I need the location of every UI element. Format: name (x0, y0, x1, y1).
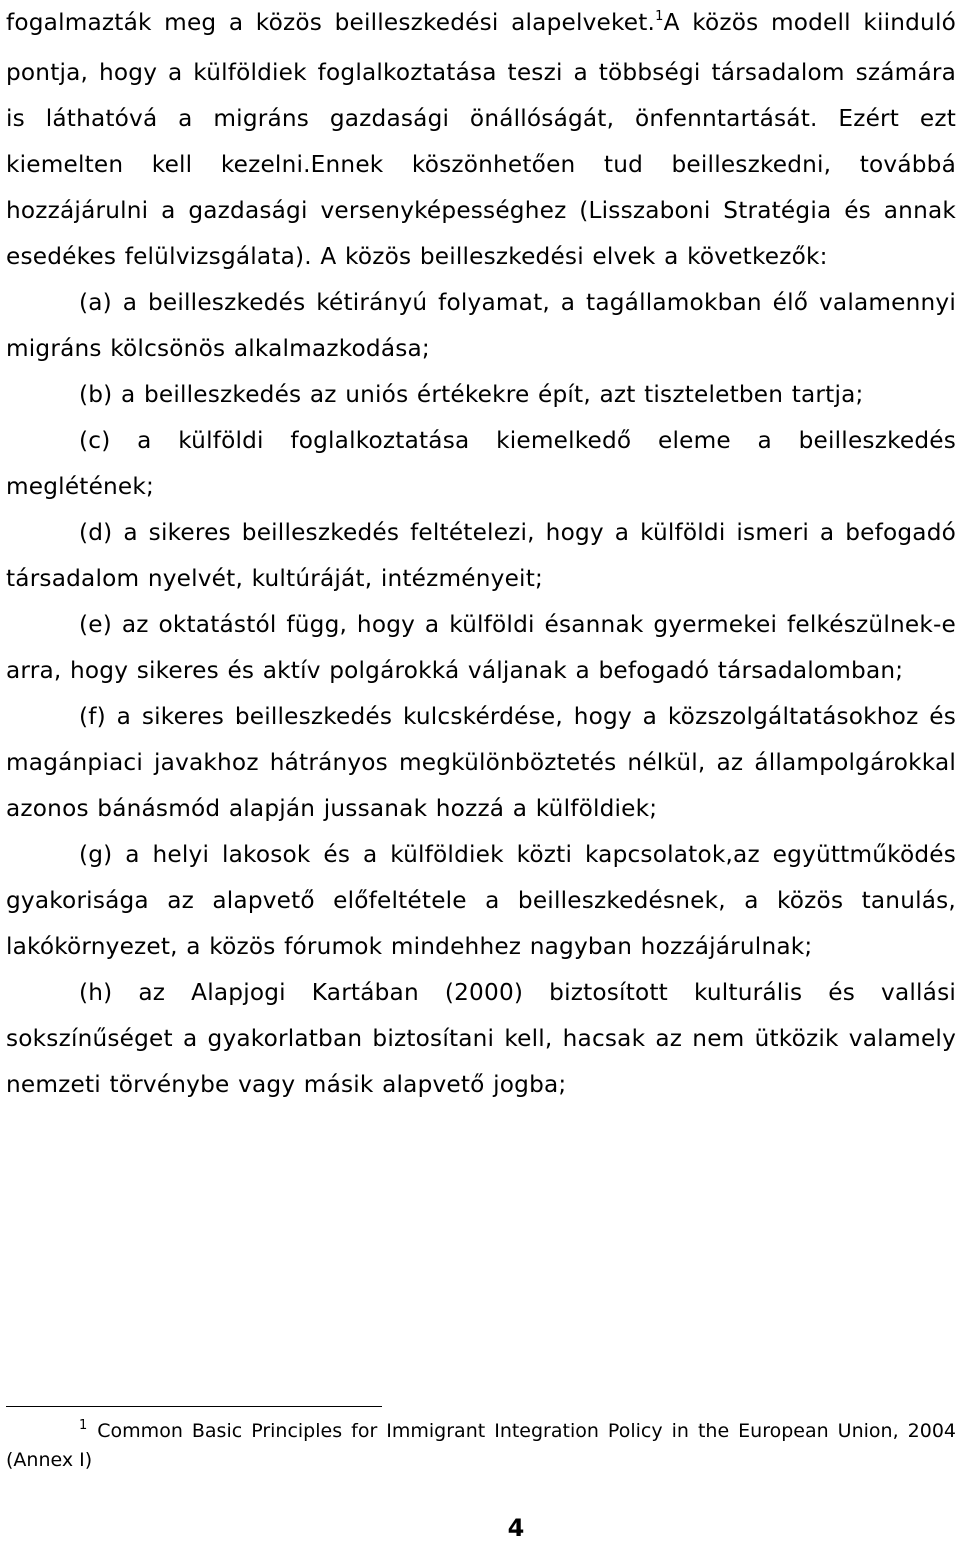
principle-g: (g) a helyi lakosok és a külföldiek közti kapcsolatok,az együttműködés gyakorisága az alapvető előfeltétele a beilleszkedésnek, a közös tanulás, lakókörnyezet, a közös fórumok mindehhez nagyban hozzájárulnak; (6, 841, 956, 960)
footnote-reference[interactable]: 1 (655, 9, 664, 24)
page-number: 4 (507, 1514, 525, 1542)
principle-f: (f) a sikeres beilleszkedés kulcskérdése, hogy a közszolgáltatásokhoz és magánpiaci javakhoz hátrányos megkülönböztetés nélkül, az állampolgárokkal azonos bánásmód alapján jussanak hozzá a külföldiek; (6, 703, 956, 822)
footnote-text: Common Basic Principles for Immigrant Integration Policy in the European Union, 2004 (Annex I) (6, 1420, 956, 1471)
footnote (6, 1418, 956, 1473)
footnote-separator (6, 1406, 382, 1407)
principle-d: (d) a sikeres beilleszkedés feltételezi, hogy a külföldi ismeri a befogadó társadalom nyelvét, kultúráját, intézményeit; (6, 519, 956, 592)
intro-paragraph (6, 0, 956, 280)
principle-a: (a) a beilleszkedés kétirányú folyamat, a tagállamokban élő valamennyi migráns kölcsönös alkalmazkodása; (6, 289, 956, 362)
principle-h: (h) az Alapjogi Kartában (2000) biztosított kulturális és vallási sokszínűséget a gyakorlatban biztosítani kell, hacsak az nem ütközik valamely nemzeti törvénybe vagy másik alapvető jogba; (6, 979, 956, 1098)
footnote-number: 1 (79, 1418, 88, 1433)
intro-text-part1: fogalmazták meg a közös beilleszkedési alapelveket. (6, 9, 656, 36)
principle-e: (e) az oktatástól függ, hogy a külföldi ésannak gyermekei felkészülnek-e arra, hogy sikeres és aktív polgárokká váljanak a befogadó társadalomban; (6, 611, 956, 684)
principle-c: (c) a külföldi foglalkoztatása kiemelkedő eleme a beilleszkedés meglétének; (6, 427, 956, 500)
document-body (6, 0, 956, 1108)
principle-b: (b) a beilleszkedés az uniós értékekre épít, azt tiszteletben tartja; (79, 381, 864, 408)
intro-text-part2: A közös modell kiinduló pontja, hogy a külföldiek foglalkoztatása teszi a többségi társadalom számára is láthatóvá a migráns gazdasági önállóságát, önfenntartását. Ezért ezt kiemelten kell kezelni.Ennek köszönhetően tud beilleszkedni, továbbá hozzájárulni a gazdasági versenyképességhez (Lisszaboni Stratégia és annak esedékes felülvizsgálata). A közös beilleszkedési elvek a következők: (6, 9, 956, 270)
